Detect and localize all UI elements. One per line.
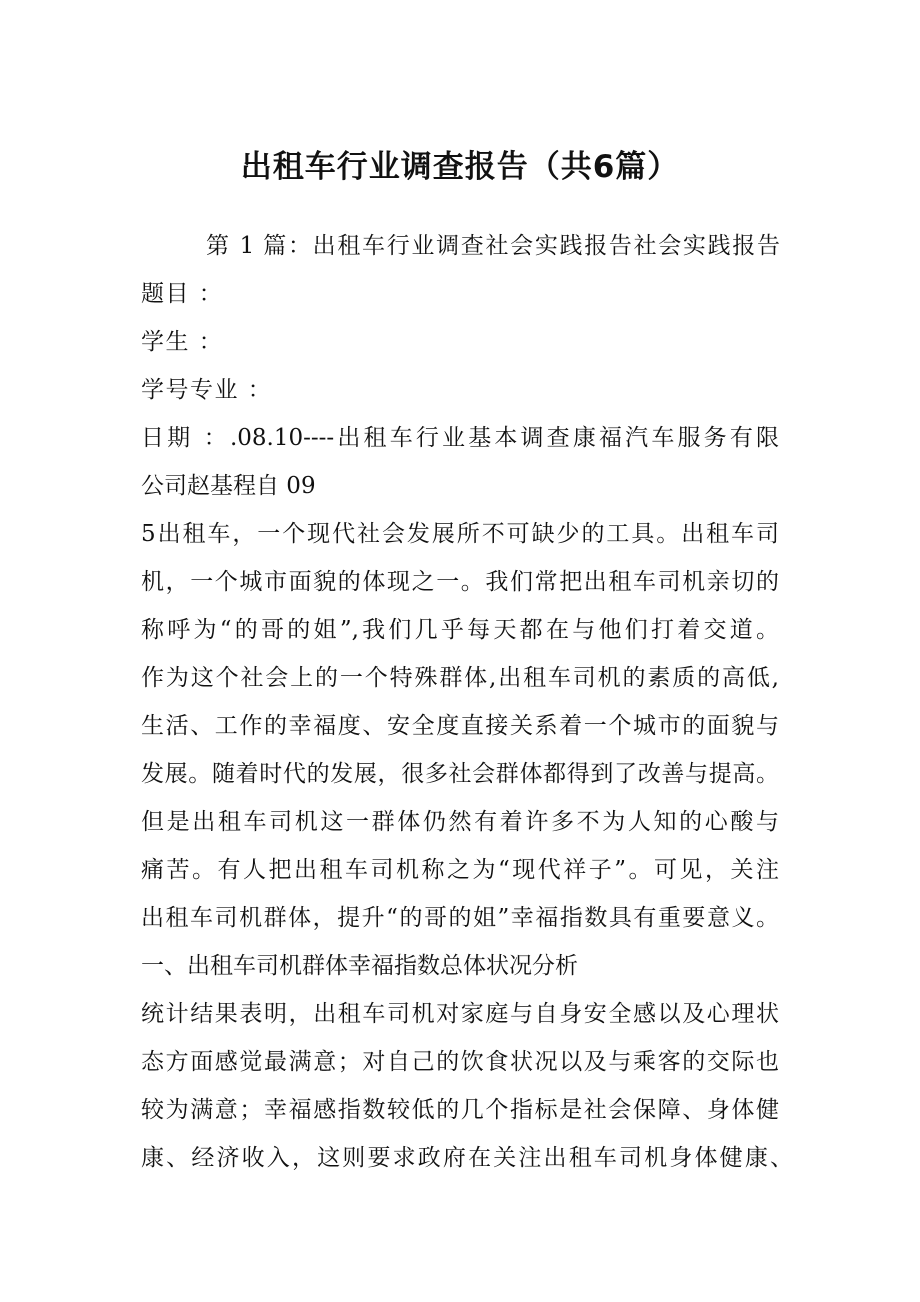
body-text-line: 发展。随着时代的发展，很多社会群体都得到了改善与提高。 <box>141 761 779 787</box>
body-text-line: 态方面感觉最满意；对自己的饮食状况以及与乘客的交际也 <box>141 1049 779 1075</box>
body-text-line: 出租车司机群体，提升“的哥的姐”幸福指数具有重要意义。 <box>141 905 779 931</box>
field-student-id-major-line: 学号专业 ： <box>141 377 273 403</box>
body-text-line: 机，一个城市面貌的体现之一。我们常把出租车司机亲切的 <box>141 569 779 595</box>
body-text-line: 统计结果表明，出租车司机对家庭与自身安全感以及心理状 <box>141 1001 779 1027</box>
field-date-line: 日期 ：.08.10----出租车行业基本调查康福汽车服务有限 <box>141 425 779 451</box>
body-text-line: 公司赵基程自 09 <box>141 473 316 499</box>
body-text-line: 生活、工作的幸福度、安全度直接关系着一个城市的面貌与 <box>141 713 779 739</box>
field-student-line: 学生 ： <box>141 329 224 355</box>
body-text-line: 称呼为“的哥的姐”,我们几乎每天都在与他们打着交道。 <box>141 617 779 643</box>
document-title: 出租车行业调查报告（共6篇） <box>240 149 680 185</box>
body-text-line: 痛苦。有人把出租车司机称之为“现代祥子”。可见，关注 <box>141 857 779 883</box>
section-heading-line: 一、出租车司机群体幸福指数总体状况分析 <box>141 953 578 979</box>
body-text-line: 5出租车，一个现代社会发展所不可缺少的工具。出租车司 <box>141 521 779 547</box>
body-text-line: 作为这个社会上的一个特殊群体,出租车司机的素质的高低, <box>141 665 779 691</box>
body-text-line: 但是出租车司机这一群体仍然有着许多不为人知的心酸与 <box>141 809 779 835</box>
field-topic-line: 题目 ： <box>141 281 224 307</box>
body-text-line: 较为满意；幸福感指数较低的几个指标是社会保障、身体健 <box>141 1097 779 1123</box>
body-text-line: 康、经济收入，这则要求政府在关注出租车司机身体健康、 <box>141 1145 793 1171</box>
chapter-heading-line: 第 1 篇：出租车行业调查社会实践报告社会实践报告 <box>206 233 780 259</box>
